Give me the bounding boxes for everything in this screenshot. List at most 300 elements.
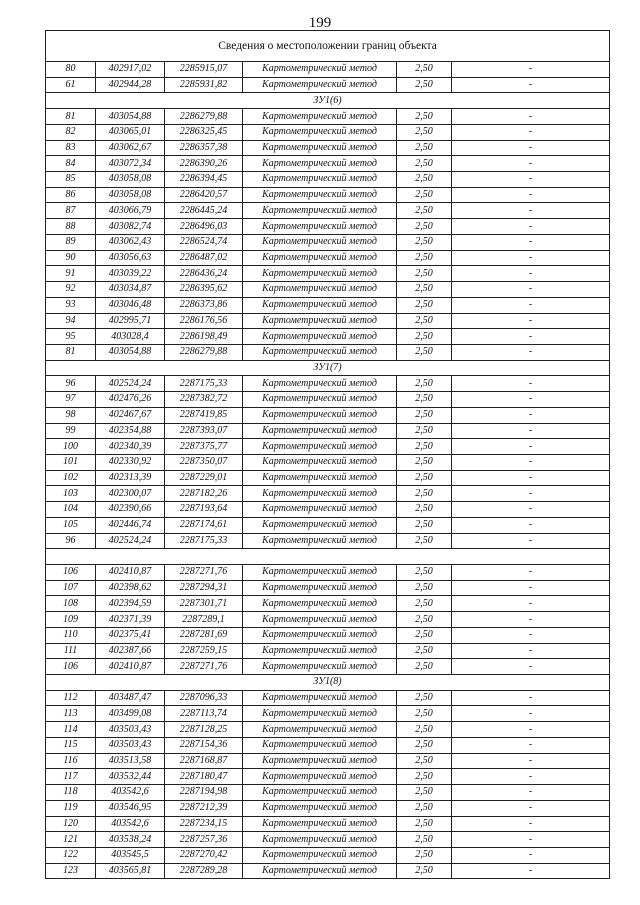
description-cell: -	[452, 659, 610, 675]
section-label: ЗУ1(7)	[46, 360, 610, 376]
point-number-cell: 95	[46, 329, 96, 345]
x-coordinate-cell: 403058,08	[96, 187, 165, 203]
table-body	[46, 31, 610, 879]
point-number-cell: 93	[46, 297, 96, 313]
point-number-cell: 120	[46, 816, 96, 832]
description-cell: -	[452, 643, 610, 659]
x-coordinate-cell: 402354,88	[96, 423, 165, 439]
point-number-cell: 121	[46, 832, 96, 848]
accuracy-cell: 2,50	[397, 643, 452, 659]
table-row	[46, 832, 610, 848]
description-cell: -	[452, 706, 610, 722]
accuracy-cell: 2,50	[397, 612, 452, 628]
description-cell: -	[452, 847, 610, 863]
x-coordinate-cell: 403542,6	[96, 816, 165, 832]
point-number-cell: 88	[46, 219, 96, 235]
accuracy-cell: 2,50	[397, 832, 452, 848]
accuracy-cell: 2,50	[397, 690, 452, 706]
table-row	[46, 800, 610, 816]
method-cell: Картометрический метод	[243, 234, 397, 250]
accuracy-cell: 2,50	[397, 187, 452, 203]
y-coordinate-cell: 2286198,49	[165, 329, 243, 345]
table-row	[46, 580, 610, 596]
x-coordinate-cell: 402390,66	[96, 502, 165, 518]
description-cell: -	[452, 156, 610, 172]
table-row	[46, 344, 610, 360]
table-row	[46, 407, 610, 423]
accuracy-cell: 2,50	[397, 565, 452, 581]
point-number-cell: 97	[46, 392, 96, 408]
x-coordinate-cell: 403513,58	[96, 753, 165, 769]
method-cell: Картометрический метод	[243, 392, 397, 408]
x-coordinate-cell: 402410,87	[96, 565, 165, 581]
y-coordinate-cell: 2287281,69	[165, 627, 243, 643]
accuracy-cell: 2,50	[397, 517, 452, 533]
y-coordinate-cell: 2286373,86	[165, 297, 243, 313]
table-row	[46, 722, 610, 738]
y-coordinate-cell: 2287271,76	[165, 659, 243, 675]
method-cell: Картометрический метод	[243, 863, 397, 879]
table-row	[46, 816, 610, 832]
y-coordinate-cell: 2286279,88	[165, 109, 243, 125]
description-cell: -	[452, 423, 610, 439]
point-number-cell: 123	[46, 863, 96, 879]
table-row	[46, 297, 610, 313]
x-coordinate-cell: 402446,74	[96, 517, 165, 533]
point-number-cell: 107	[46, 580, 96, 596]
table-row	[46, 109, 610, 125]
x-coordinate-cell: 402340,39	[96, 439, 165, 455]
method-cell: Картометрический метод	[243, 329, 397, 345]
point-number-cell: 110	[46, 627, 96, 643]
table-row	[46, 596, 610, 612]
description-cell: -	[452, 769, 610, 785]
description-cell: -	[452, 722, 610, 738]
table-row	[46, 187, 610, 203]
method-cell: Картометрический метод	[243, 282, 397, 298]
accuracy-cell: 2,50	[397, 282, 452, 298]
point-number-cell: 115	[46, 737, 96, 753]
method-cell: Картометрический метод	[243, 643, 397, 659]
x-coordinate-cell: 402313,39	[96, 470, 165, 486]
point-number-cell: 118	[46, 785, 96, 801]
table-row	[46, 785, 610, 801]
accuracy-cell: 2,50	[397, 407, 452, 423]
description-cell: -	[452, 486, 610, 502]
y-coordinate-cell: 2285931,82	[165, 77, 243, 93]
method-cell: Картометрический метод	[243, 187, 397, 203]
y-coordinate-cell: 2287113,74	[165, 706, 243, 722]
description-cell: -	[452, 392, 610, 408]
point-number-cell: 111	[46, 643, 96, 659]
table-row	[46, 863, 610, 879]
y-coordinate-cell: 2287270,42	[165, 847, 243, 863]
accuracy-cell: 2,50	[397, 737, 452, 753]
x-coordinate-cell: 403034,87	[96, 282, 165, 298]
point-number-cell: 83	[46, 140, 96, 156]
accuracy-cell: 2,50	[397, 109, 452, 125]
description-cell: -	[452, 580, 610, 596]
x-coordinate-cell: 402300,07	[96, 486, 165, 502]
x-coordinate-cell: 402524,24	[96, 533, 165, 549]
point-number-cell: 102	[46, 470, 96, 486]
point-number-cell: 61	[46, 77, 96, 93]
x-coordinate-cell: 402467,67	[96, 407, 165, 423]
table-row	[46, 470, 610, 486]
table-row	[46, 219, 610, 235]
method-cell: Картометрический метод	[243, 156, 397, 172]
x-coordinate-cell: 402995,71	[96, 313, 165, 329]
y-coordinate-cell: 2287128,25	[165, 722, 243, 738]
y-coordinate-cell: 2287174,61	[165, 517, 243, 533]
table-row	[46, 502, 610, 518]
description-cell: -	[452, 344, 610, 360]
y-coordinate-cell: 2286176,56	[165, 313, 243, 329]
description-cell: -	[452, 282, 610, 298]
description-cell: -	[452, 234, 610, 250]
point-number-cell: 119	[46, 800, 96, 816]
table-row	[46, 172, 610, 188]
y-coordinate-cell: 2287375,77	[165, 439, 243, 455]
y-coordinate-cell: 2287271,76	[165, 565, 243, 581]
y-coordinate-cell: 2287175,33	[165, 533, 243, 549]
x-coordinate-cell: 403054,88	[96, 109, 165, 125]
x-coordinate-cell: 402330,92	[96, 454, 165, 470]
point-number-cell: 86	[46, 187, 96, 203]
description-cell: -	[452, 124, 610, 140]
method-cell: Картометрический метод	[243, 376, 397, 392]
x-coordinate-cell: 402917,02	[96, 62, 165, 78]
accuracy-cell: 2,50	[397, 470, 452, 486]
point-number-cell: 99	[46, 423, 96, 439]
point-number-cell: 112	[46, 690, 96, 706]
description-cell: -	[452, 140, 610, 156]
table-row	[46, 266, 610, 282]
boundary-coordinates-table	[45, 30, 610, 879]
table-row	[46, 329, 610, 345]
point-number-cell: 91	[46, 266, 96, 282]
point-number-cell: 106	[46, 659, 96, 675]
description-cell: -	[452, 266, 610, 282]
point-number-cell: 122	[46, 847, 96, 863]
table-row	[46, 517, 610, 533]
description-cell: -	[452, 533, 610, 549]
y-coordinate-cell: 2286487,02	[165, 250, 243, 266]
point-number-cell: 89	[46, 234, 96, 250]
point-number-cell: 94	[46, 313, 96, 329]
accuracy-cell: 2,50	[397, 706, 452, 722]
x-coordinate-cell: 402524,24	[96, 376, 165, 392]
accuracy-cell: 2,50	[397, 140, 452, 156]
point-number-cell: 116	[46, 753, 96, 769]
x-coordinate-cell: 403062,43	[96, 234, 165, 250]
accuracy-cell: 2,50	[397, 297, 452, 313]
empty-cell	[46, 549, 610, 565]
method-cell: Картометрический метод	[243, 816, 397, 832]
method-cell: Картометрический метод	[243, 785, 397, 801]
method-cell: Картометрический метод	[243, 517, 397, 533]
x-coordinate-cell: 403056,63	[96, 250, 165, 266]
accuracy-cell: 2,50	[397, 816, 452, 832]
table-row	[46, 439, 610, 455]
x-coordinate-cell: 403028,4	[96, 329, 165, 345]
description-cell: -	[452, 753, 610, 769]
accuracy-cell: 2,50	[397, 329, 452, 345]
y-coordinate-cell: 2287182,26	[165, 486, 243, 502]
y-coordinate-cell: 2287180,47	[165, 769, 243, 785]
x-coordinate-cell: 403545,5	[96, 847, 165, 863]
page-number: 199	[308, 15, 332, 31]
y-coordinate-cell: 2287382,72	[165, 392, 243, 408]
method-cell: Картометрический метод	[243, 659, 397, 675]
y-coordinate-cell: 2287194,98	[165, 785, 243, 801]
y-coordinate-cell: 2287175,33	[165, 376, 243, 392]
x-coordinate-cell: 403062,67	[96, 140, 165, 156]
description-cell: -	[452, 565, 610, 581]
method-cell: Картометрический метод	[243, 203, 397, 219]
accuracy-cell: 2,50	[397, 533, 452, 549]
table-row	[46, 847, 610, 863]
y-coordinate-cell: 2286524,74	[165, 234, 243, 250]
x-coordinate-cell: 402371,39	[96, 612, 165, 628]
method-cell: Картометрический метод	[243, 454, 397, 470]
y-coordinate-cell: 2286445,24	[165, 203, 243, 219]
point-number-cell: 113	[46, 706, 96, 722]
description-cell: -	[452, 627, 610, 643]
y-coordinate-cell: 2287229,01	[165, 470, 243, 486]
x-coordinate-cell: 402476,26	[96, 392, 165, 408]
point-number-cell: 80	[46, 62, 96, 78]
table-row	[46, 565, 610, 581]
y-coordinate-cell: 2287294,31	[165, 580, 243, 596]
accuracy-cell: 2,50	[397, 156, 452, 172]
point-number-cell: 100	[46, 439, 96, 455]
method-cell: Картометрический метод	[243, 344, 397, 360]
table-row	[46, 706, 610, 722]
table-row	[46, 392, 610, 408]
y-coordinate-cell: 2285915,07	[165, 62, 243, 78]
description-cell: -	[452, 439, 610, 455]
method-cell: Картометрический метод	[243, 266, 397, 282]
description-cell: -	[452, 62, 610, 78]
accuracy-cell: 2,50	[397, 344, 452, 360]
accuracy-cell: 2,50	[397, 659, 452, 675]
description-cell: -	[452, 690, 610, 706]
accuracy-cell: 2,50	[397, 753, 452, 769]
y-coordinate-cell: 2287212,39	[165, 800, 243, 816]
description-cell: -	[452, 203, 610, 219]
accuracy-cell: 2,50	[397, 785, 452, 801]
section-header-row	[46, 93, 610, 109]
accuracy-cell: 2,50	[397, 580, 452, 596]
method-cell: Картометрический метод	[243, 313, 397, 329]
table-row	[46, 62, 610, 78]
y-coordinate-cell: 2286436,24	[165, 266, 243, 282]
accuracy-cell: 2,50	[397, 454, 452, 470]
x-coordinate-cell: 402375,41	[96, 627, 165, 643]
y-coordinate-cell: 2287154,36	[165, 737, 243, 753]
point-number-cell: 105	[46, 517, 96, 533]
x-coordinate-cell: 403082,74	[96, 219, 165, 235]
y-coordinate-cell: 2286357,38	[165, 140, 243, 156]
boundary-table-container	[45, 30, 609, 879]
y-coordinate-cell: 2286279,88	[165, 344, 243, 360]
table-row	[46, 376, 610, 392]
method-cell: Картометрический метод	[243, 250, 397, 266]
method-cell: Картометрический метод	[243, 565, 397, 581]
section-label: ЗУ1(8)	[46, 675, 610, 691]
y-coordinate-cell: 2286496,03	[165, 219, 243, 235]
method-cell: Картометрический метод	[243, 832, 397, 848]
method-cell: Картометрический метод	[243, 737, 397, 753]
point-number-cell: 98	[46, 407, 96, 423]
method-cell: Картометрический метод	[243, 407, 397, 423]
description-cell: -	[452, 109, 610, 125]
point-number-cell: 82	[46, 124, 96, 140]
y-coordinate-cell: 2287289,28	[165, 863, 243, 879]
accuracy-cell: 2,50	[397, 77, 452, 93]
method-cell: Картометрический метод	[243, 847, 397, 863]
y-coordinate-cell: 2287234,15	[165, 816, 243, 832]
method-cell: Картометрический метод	[243, 502, 397, 518]
table-row	[46, 156, 610, 172]
point-number-cell: 85	[46, 172, 96, 188]
method-cell: Картометрический метод	[243, 297, 397, 313]
method-cell: Картометрический метод	[243, 486, 397, 502]
x-coordinate-cell: 403503,43	[96, 722, 165, 738]
accuracy-cell: 2,50	[397, 596, 452, 612]
accuracy-cell: 2,50	[397, 722, 452, 738]
x-coordinate-cell: 402387,66	[96, 643, 165, 659]
description-cell: -	[452, 313, 610, 329]
x-coordinate-cell: 403065,01	[96, 124, 165, 140]
table-row	[46, 203, 610, 219]
description-cell: -	[452, 172, 610, 188]
point-number-cell: 103	[46, 486, 96, 502]
x-coordinate-cell: 403565,81	[96, 863, 165, 879]
point-number-cell: 90	[46, 250, 96, 266]
method-cell: Картометрический метод	[243, 706, 397, 722]
description-cell: -	[452, 863, 610, 879]
point-number-cell: 109	[46, 612, 96, 628]
table-row	[46, 234, 610, 250]
method-cell: Картометрический метод	[243, 580, 397, 596]
y-coordinate-cell: 2287393,07	[165, 423, 243, 439]
method-cell: Картометрический метод	[243, 596, 397, 612]
point-number-cell: 96	[46, 533, 96, 549]
y-coordinate-cell: 2286394,45	[165, 172, 243, 188]
point-number-cell: 101	[46, 454, 96, 470]
description-cell: -	[452, 800, 610, 816]
x-coordinate-cell: 403538,24	[96, 832, 165, 848]
method-cell: Картометрический метод	[243, 470, 397, 486]
description-cell: -	[452, 612, 610, 628]
table-row	[46, 486, 610, 502]
x-coordinate-cell: 402410,87	[96, 659, 165, 675]
table-row	[46, 77, 610, 93]
method-cell: Картометрический метод	[243, 62, 397, 78]
table-row	[46, 124, 610, 140]
point-number-cell: 117	[46, 769, 96, 785]
description-cell: -	[452, 502, 610, 518]
table-row	[46, 612, 610, 628]
description-cell: -	[452, 187, 610, 203]
y-coordinate-cell: 2287193,64	[165, 502, 243, 518]
section-header-row	[46, 675, 610, 691]
point-number-cell: 96	[46, 376, 96, 392]
table-row	[46, 627, 610, 643]
accuracy-cell: 2,50	[397, 62, 452, 78]
point-number-cell: 114	[46, 722, 96, 738]
method-cell: Картометрический метод	[243, 753, 397, 769]
table-title: Сведения о местоположении границ объекта	[46, 31, 610, 62]
description-cell: -	[452, 785, 610, 801]
table-row	[46, 643, 610, 659]
x-coordinate-cell: 403054,88	[96, 344, 165, 360]
x-coordinate-cell: 403532,44	[96, 769, 165, 785]
accuracy-cell: 2,50	[397, 266, 452, 282]
x-coordinate-cell: 403046,48	[96, 297, 165, 313]
accuracy-cell: 2,50	[397, 502, 452, 518]
table-row	[46, 737, 610, 753]
section-header-row	[46, 360, 610, 376]
y-coordinate-cell: 2287419,85	[165, 407, 243, 423]
method-cell: Картометрический метод	[243, 769, 397, 785]
table-row	[46, 769, 610, 785]
x-coordinate-cell: 403066,79	[96, 203, 165, 219]
table-row	[46, 250, 610, 266]
table-title-row	[46, 31, 610, 62]
accuracy-cell: 2,50	[397, 234, 452, 250]
description-cell: -	[452, 219, 610, 235]
method-cell: Картометрический метод	[243, 533, 397, 549]
table-row	[46, 533, 610, 549]
x-coordinate-cell: 402398,62	[96, 580, 165, 596]
accuracy-cell: 2,50	[397, 800, 452, 816]
method-cell: Картометрический метод	[243, 439, 397, 455]
method-cell: Картометрический метод	[243, 77, 397, 93]
y-coordinate-cell: 2287350,07	[165, 454, 243, 470]
description-cell: -	[452, 77, 610, 93]
accuracy-cell: 2,50	[397, 769, 452, 785]
x-coordinate-cell: 403487,47	[96, 690, 165, 706]
x-coordinate-cell: 403499,08	[96, 706, 165, 722]
accuracy-cell: 2,50	[397, 219, 452, 235]
point-number-cell: 81	[46, 109, 96, 125]
description-cell: -	[452, 407, 610, 423]
method-cell: Картометрический метод	[243, 627, 397, 643]
y-coordinate-cell: 2286390,26	[165, 156, 243, 172]
table-row	[46, 282, 610, 298]
description-cell: -	[452, 250, 610, 266]
table-row	[46, 454, 610, 470]
table-row	[46, 313, 610, 329]
table-row	[46, 659, 610, 675]
method-cell: Картометрический метод	[243, 140, 397, 156]
point-number-cell: 104	[46, 502, 96, 518]
method-cell: Картометрический метод	[243, 800, 397, 816]
accuracy-cell: 2,50	[397, 439, 452, 455]
x-coordinate-cell: 403039,22	[96, 266, 165, 282]
accuracy-cell: 2,50	[397, 376, 452, 392]
y-coordinate-cell: 2287301,71	[165, 596, 243, 612]
x-coordinate-cell: 403546,95	[96, 800, 165, 816]
table-row	[46, 690, 610, 706]
y-coordinate-cell: 2286420,57	[165, 187, 243, 203]
x-coordinate-cell: 403058,08	[96, 172, 165, 188]
method-cell: Картометрический метод	[243, 690, 397, 706]
accuracy-cell: 2,50	[397, 124, 452, 140]
